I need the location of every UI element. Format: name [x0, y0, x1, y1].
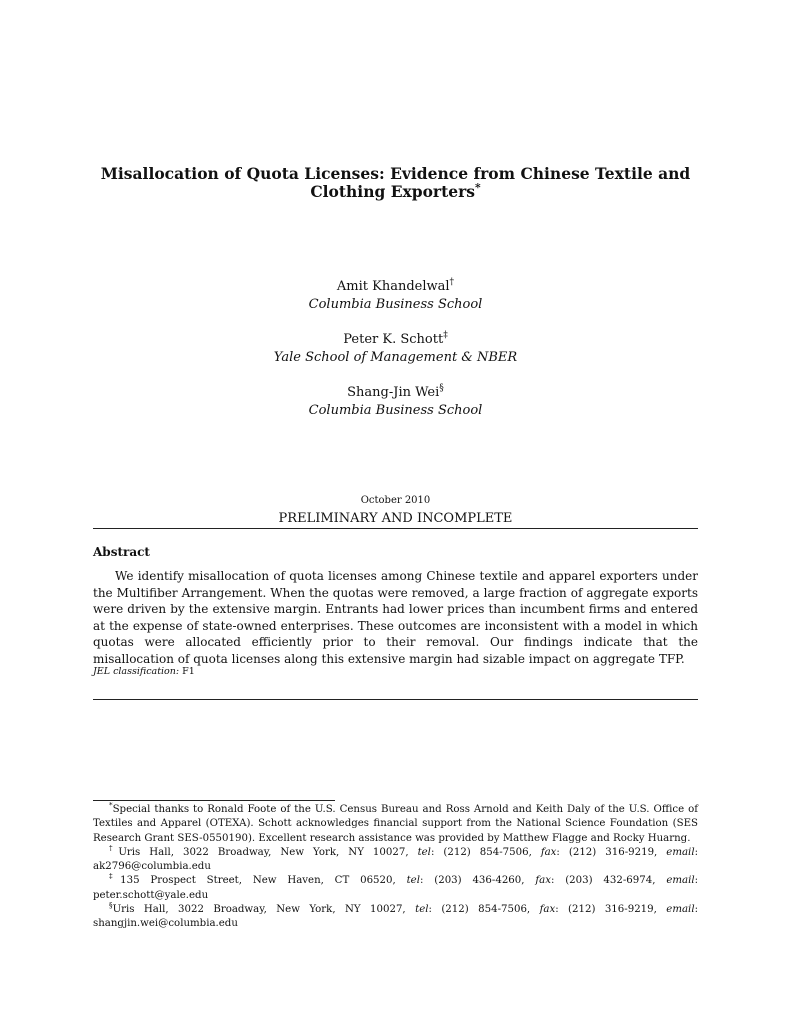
author-1	[93, 278, 698, 314]
footnote-khandelwal: †Uris Hall, 3022 Broadway, New York, NY 10027, tel: (212) 854-7506, fax: (212) 316-9219, email: ak2796@columbia.edu	[93, 843, 699, 873]
tel-value: (203) 436-4260,	[434, 875, 525, 887]
footnote-wei: §Uris Hall, 3022 Broadway, New York, NY 10027, tel: (212) 854-7506, fax: (212) 316-9219, email: shangjin.wei@columbia.edu	[93, 900, 699, 930]
tel-label: tel	[417, 846, 431, 858]
bottom-divider	[93, 699, 698, 700]
abstract-text: We identify misallocation of quota licenses among Chinese textile and apparel exporters under the Multifiber Arrangement. When the quotas were removed, a large fraction of aggregate exports were driven by the extensive margin. Entrants had lower prices than incumbent firms and entered at the expense of state-owned enterprises. These outcomes are inconsistent with a model in which quotas were allocated efficiently prior to their removal. Our findings indicate that the misallocation of quota licenses along this extensive margin had sizable impact on aggregate TFP.	[93, 569, 698, 666]
author-name: Shang-Jin Wei	[347, 385, 440, 400]
fax-label: fax	[540, 846, 557, 858]
author-name: Amit Khandelwal	[336, 279, 450, 294]
email-value: ak2796@columbia.edu	[93, 861, 211, 873]
author-footnote-mark: ‡	[443, 330, 448, 341]
fax-value: (203) 432-6974,	[565, 875, 656, 887]
jel-label: JEL classification:	[93, 666, 180, 677]
footnote-address: 135 Prospect Street, New Haven, CT 06520,	[120, 875, 396, 887]
paper-title	[93, 165, 698, 201]
author-3	[93, 384, 698, 420]
footnote-rule	[93, 800, 335, 801]
top-divider	[93, 528, 698, 529]
jel-classification	[93, 666, 195, 677]
abstract-heading: Abstract	[93, 545, 150, 559]
email-value: shangjin.wei@columbia.edu	[93, 918, 238, 930]
fax-value: (212) 316-9219,	[568, 846, 658, 858]
tel-value: (212) 854-7506,	[443, 846, 532, 858]
footnote-mark: †	[109, 843, 119, 853]
paper-date: October 2010	[360, 495, 431, 506]
footnote-mark: ‡	[109, 872, 121, 882]
footnote-acknowledgements	[93, 800, 698, 846]
email-value: peter.schott@yale.edu	[93, 889, 209, 901]
email-label: email	[666, 846, 695, 858]
author-footnote-mark: §	[439, 383, 444, 394]
tel-value: (212) 854-7506,	[441, 904, 531, 916]
paper-title-text: Misallocation of Quota Licenses: Evidence from Chinese Textile and Clothing Exporters	[100, 164, 691, 201]
author-2	[93, 331, 698, 367]
footnote-mark: §	[109, 900, 113, 910]
author-footnote-mark: †	[449, 277, 455, 288]
email-label: email	[666, 875, 695, 887]
author-affiliation: Columbia Business School	[308, 297, 483, 312]
jel-value: F1	[182, 666, 195, 677]
fax-label: fax	[539, 904, 556, 916]
author-name: Peter K. Schott	[343, 332, 444, 347]
tel-label: tel	[406, 875, 420, 887]
fax-label: fax	[535, 875, 551, 887]
fax-value: (212) 316-9219,	[568, 904, 657, 916]
footnote-schott: ‡135 Prospect Street, New Haven, CT 06520, tel: (203) 436-4260, fax: (203) 432-6974, email: peter.schott@yale.edu	[93, 872, 699, 901]
footnote-text: Special thanks to Ronald Foote of the U.S. Census Bureau and Ross Arnold and Keith Daly of the U.S. Office of Textiles and Apparel (OTEXA). Schott acknowledges financial support from the National Science Foundation (SES Research Grant SES-0550190). Excellent research assistance was provided by Matthew Flagge and Rocky Huarng.	[93, 804, 698, 844]
author-affiliation: Yale School of Management & NBER	[273, 350, 518, 365]
author-affiliation: Columbia Business School	[308, 403, 483, 418]
footnotes	[93, 800, 699, 932]
footnote-address: Uris Hall, 3022 Broadway, New York, NY 10027,	[112, 904, 406, 916]
status-line: PRELIMINARY AND INCOMPLETE	[278, 511, 513, 526]
tel-label: tel	[415, 904, 429, 916]
footnote-mark: *	[109, 800, 113, 810]
email-label: email	[666, 904, 695, 916]
footnote-address: Uris Hall, 3022 Broadway, New York, NY 10027,	[118, 846, 409, 858]
title-footnote-mark: *	[475, 180, 481, 194]
